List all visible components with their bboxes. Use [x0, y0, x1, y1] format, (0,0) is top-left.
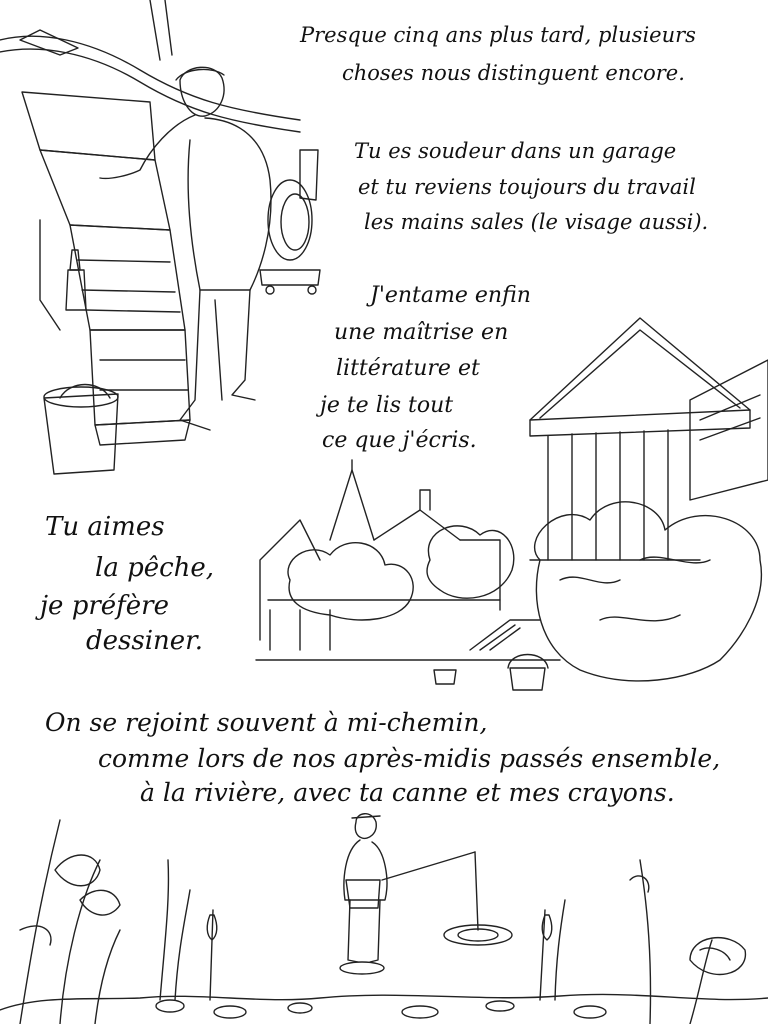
master-line-2: une maîtrise en — [334, 320, 509, 345]
river-line-2: comme lors de nos après-midis passés ensemble, — [98, 744, 721, 773]
fisherman-river-icon — [0, 814, 768, 1024]
fishing-line-1: Tu aimes — [45, 512, 165, 542]
welder-toolbox-icon — [0, 0, 320, 474]
welder-line-3: les mains sales (le visage aussi). — [364, 210, 709, 234]
river-line-3: à la rivière, avec ta canne et mes crayons. — [140, 778, 675, 807]
fishing-line-4: dessiner. — [86, 626, 203, 656]
welder-line-2: et tu reviens toujours du travail — [358, 175, 696, 199]
welder-line-1: Tu es soudeur dans un garage — [354, 139, 677, 163]
university-buildings-icon — [256, 318, 768, 690]
fishing-line-3: je préfère — [40, 591, 169, 621]
river-line-1: On se rejoint souvent à mi-chemin, — [45, 708, 488, 737]
master-line-4: je te lis tout — [320, 393, 454, 418]
master-line-1: J'entame enfin — [370, 283, 531, 308]
master-line-3: littérature et — [336, 356, 480, 381]
intro-line-2: choses nous distinguent encore. — [342, 61, 685, 85]
fishing-line-2: la pêche, — [95, 553, 215, 583]
master-line-5: ce que j'écris. — [322, 428, 477, 453]
intro-line-1: Presque cinq ans plus tard, plusieurs — [300, 23, 696, 47]
